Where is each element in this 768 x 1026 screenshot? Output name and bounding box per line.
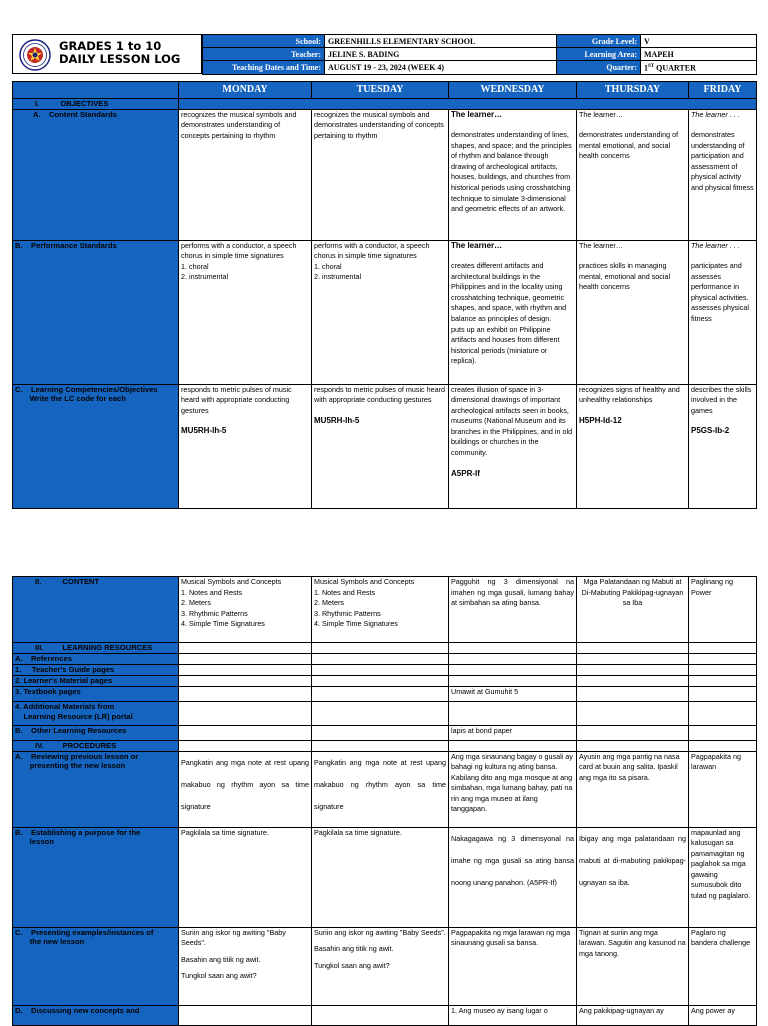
performance-standards-row (13, 240, 757, 384)
purpose-row (13, 827, 757, 927)
references-row (13, 654, 757, 665)
procedures-heading (13, 741, 179, 752)
competencies-label (13, 384, 179, 508)
resources-mon (179, 643, 312, 654)
purpose-fri: mapaunlad ang kalusugan sa pamamagitan ng paglahok sa mga gawaing sumusubok dito tulad ng paglalaro. (689, 827, 757, 927)
resources-tue (312, 643, 449, 654)
content-row (13, 577, 757, 643)
procedures-fri (689, 741, 757, 752)
purpose-thu: Ibigay ang mga palatandaan ng mabuti at di-mabuting pakikipag-ugnayan sa iba. (577, 827, 689, 927)
quarter-suffix: ST (648, 64, 655, 69)
performance-standards-fri-lead: The learner . . . (691, 240, 740, 250)
textbook-mon (179, 687, 312, 702)
learners-material-row (13, 676, 757, 687)
other-resources-thu (577, 726, 689, 741)
objectives-table (12, 81, 757, 509)
content-tue-text: Musical Symbols and Concepts 1. Notes and Rests 2. Meters 3. Rhythmic Patterns 4. Simple Time Signatures (314, 577, 415, 629)
textbook-wed: Umawit at Gumuhit 5 (449, 687, 577, 702)
review-fri: Pagpapakita ng larawan (689, 751, 757, 827)
competencies-row (13, 384, 757, 508)
objectives-heading-row (13, 99, 757, 110)
other-resources-mon (179, 726, 312, 741)
performance-standards-thu (577, 240, 689, 384)
competencies-mon-code: MU5RH-Ih-5 (181, 426, 227, 436)
performance-standards-mon (179, 240, 312, 384)
grade-label: Grade Level: (557, 35, 641, 48)
references-mon (179, 654, 312, 665)
references-thu (577, 654, 689, 665)
performance-standards-thu-text: practices skills in managing mental, emotional and social health concerns (579, 261, 671, 292)
content-standards-row (13, 109, 757, 240)
title-line-2: DAILY LESSON LOG (59, 52, 181, 66)
dates-value: AUGUST 19 - 23, 2024 (WEEK 4) (325, 61, 557, 75)
purpose-tue: Pagkilala sa time signature. (312, 827, 449, 927)
discussing-thu: Ang pakikipag-ugnayan ay (577, 1005, 689, 1025)
other-resources-tue (312, 726, 449, 741)
day-monday: MONDAY (179, 82, 312, 99)
performance-standards-wed-text: creates different artifacts and architectural buildings in the Philippines and in the locality using crosshatching technique, geometric shapes, and space, with rhythm and balance as principles of design. puts up an exhibit on Philippine artifacts and houses from different historical periods (miniature or replica). (451, 261, 567, 366)
procedures-heading-row (13, 741, 757, 752)
additional-materials-row (13, 702, 757, 726)
learners-material-tue (312, 676, 449, 687)
content-mon (179, 577, 312, 643)
learners-material-thu (577, 676, 689, 687)
purpose-wed-code: (A5PR-If) (526, 877, 557, 887)
competencies-tue-code: MU5RH-Ih-5 (314, 415, 360, 425)
quarter-value (641, 61, 757, 75)
objectives-heading-text: I. OBJECTIVES (35, 99, 109, 108)
learners-material-wed (449, 676, 577, 687)
competencies-thu (577, 384, 689, 508)
objectives-heading (13, 99, 179, 110)
content-thu: Mga Palatandaan ng Mabuti at Di-Mabuting Pakikipag-ugnayan sa Iba (577, 577, 689, 643)
additional-materials-wed (449, 702, 577, 726)
teachers-guide-tue (312, 665, 449, 676)
examples-mon (179, 927, 312, 1005)
resources-heading-row (13, 643, 757, 654)
day-wednesday: WEDNESDAY (449, 82, 577, 99)
discussing-label (13, 1005, 179, 1025)
review-thu: Ayusin ang mga pantig na nasa card at buuin ang salita. Ipaskil ang mga ito sa pisara. (577, 751, 689, 827)
school-label: School: (203, 35, 325, 48)
day-thursday: THURSDAY (577, 82, 689, 99)
other-resources-label-text: B. Other Learning Resources (15, 726, 127, 735)
content-standards-wed-text: demonstrates understanding of lines, shapes, and space; and the principles of rhythm and balance through drawing of archeological artifacts, houses, buildings, and churches from historical periods using crosshatching technique to simulate 3-dimensional and geometric effects of an artwork. (451, 130, 572, 214)
references-fri (689, 654, 757, 665)
textbook-tue (312, 687, 449, 702)
competencies-tue (312, 384, 449, 508)
other-resources-wed: lapis at bond paper (449, 726, 577, 741)
teachers-guide-mon (179, 665, 312, 676)
quarter-label: Quarter: (557, 61, 641, 75)
area-label: Learning Area: (557, 48, 641, 61)
references-label-text: A. References (15, 654, 72, 663)
textbook-fri (689, 687, 757, 702)
examples-tue-2: Basahin ang titik ng awit. (314, 944, 394, 954)
performance-standards-wed (449, 240, 577, 384)
content-label-text: II. CONTENT (35, 577, 100, 586)
teachers-guide-row (13, 665, 757, 676)
examples-tue-3: Tungkol saan ang awit? (314, 960, 390, 970)
examples-label-text: C. Presenting examples/instances of the new lesson (15, 927, 154, 946)
competencies-wed-text: creates illusion of space in 3-dimensional drawings of important archeological artifacts seen in books, museums (National Museum and its branches in the Philippines, and in old buildings or churches in the community. (451, 384, 573, 458)
competencies-wed-code: A5PR-If (451, 468, 480, 478)
competencies-tue-text: responds to metric pulses of music heard with appropriate conducting gestures (314, 384, 446, 405)
other-resources-row (13, 726, 757, 741)
day-tuesday: TUESDAY (312, 82, 449, 99)
examples-fri: Paglaro ng bandera challenge (689, 927, 757, 1005)
learners-material-mon (179, 676, 312, 687)
resources-heading (13, 643, 179, 654)
competencies-fri (689, 384, 757, 508)
discussing-row (13, 1005, 757, 1025)
procedures-tue (312, 741, 449, 752)
area-value: MAPEH (641, 48, 757, 61)
teachers-guide-label (13, 665, 179, 676)
additional-materials-tue (312, 702, 449, 726)
examples-thu: Tignan at suriin ang mga larawan. Sagutin ang kasunod na mga tanong. (577, 927, 689, 1005)
procedures-mon (179, 741, 312, 752)
content-standards-thu-text: demonstrates understanding of mental emotional, and social health concerns (579, 130, 679, 161)
teachers-guide-label-text: 1. Teacher's Guide pages (15, 665, 115, 674)
additional-materials-fri (689, 702, 757, 726)
content-wed: Pagguhit ng 3 dimensiyonal na imahen ng mga gusali, lumang bahay at simbahan sa ating bansa. (449, 577, 577, 643)
purpose-label (13, 827, 179, 927)
discussing-wed: 1. Ang museo ay isang lugar o (449, 1005, 577, 1025)
examples-tue (312, 927, 449, 1005)
competencies-fri-text: describes the skills involved in the games (691, 384, 752, 415)
competencies-thu-text: recognizes signs of healthy and unhealthy relationships (579, 384, 680, 405)
examples-mon-1: Suriin ang iskor ng awiting "Baby Seeds". (181, 927, 286, 948)
performance-standards-thu-lead: The learner… (579, 240, 623, 250)
textbook-label (13, 687, 179, 702)
textbook-label-text: 3. Textbook pages (15, 687, 81, 696)
additional-materials-thu (577, 702, 689, 726)
performance-standards-tue-text: performs with a conductor, a speech chorus in simple time signatures 1. choral 2. instrumental (314, 240, 430, 282)
content-standards-fri-lead: The learner . . . (691, 109, 740, 119)
info-table (202, 34, 757, 75)
title-line-1: GRADES 1 to 10 (59, 39, 162, 53)
performance-standards-label (13, 240, 179, 384)
examples-tue-1: Suriin ang iskor ng awiting "Baby Seeds". (314, 927, 446, 937)
learners-material-label (13, 676, 179, 687)
review-label-text: A. Reviewing previous lesson or presenting the new lesson (15, 751, 139, 770)
examples-label (13, 927, 179, 1005)
purpose-label-text: B. Establishing a purpose for the lesson (15, 827, 141, 846)
discussing-tue (312, 1005, 449, 1025)
corner-cell (13, 82, 179, 99)
content-standards-wed-lead: The learner… (451, 109, 503, 119)
performance-standards-label-text: B. Performance Standards (15, 240, 117, 250)
procedures-table (12, 576, 757, 1026)
teacher-value: JELINE S. BADING (325, 48, 557, 61)
competencies-label-text: C. Learning Competencies/Objectives Write the LC code for each (15, 384, 158, 403)
content-standards-tue: recognizes the musical symbols and demonstrates understanding of concepts pertaining to rhythm (312, 109, 449, 240)
content-standards-mon: recognizes the musical symbols and demonstrates understanding of concepts pertaining to rhythm (179, 109, 312, 240)
teachers-guide-wed (449, 665, 577, 676)
resources-fri (689, 643, 757, 654)
deped-seal-icon (19, 39, 51, 71)
content-standards-fri-text: demonstrates understanding of participation and assessment of physical activity and physical fitness (691, 130, 754, 193)
competencies-mon-text: responds to metric pulses of music heard with appropriate conducting gestures (181, 384, 292, 415)
competencies-fri-code: P5GS-Ib-2 (691, 426, 730, 436)
day-header-row (13, 82, 757, 99)
review-mon: Pangkatin ang mga note at rest upang makabuo ng rhythm ayon sa time signature (179, 751, 312, 827)
title-block (12, 34, 202, 74)
textbook-row (13, 687, 757, 702)
competencies-thu-code: H5PH-Id-12 (579, 415, 622, 425)
review-label (13, 751, 179, 827)
performance-standards-mon-text: performs with a conductor, a speech chorus in simple time signatures 1. choral 2. instrumental (181, 240, 297, 282)
textbook-thu (577, 687, 689, 702)
content-tue (312, 577, 449, 643)
discussing-label-text: D. Discussing new concepts and (15, 1005, 140, 1015)
other-resources-fri (689, 726, 757, 741)
learners-material-label-text: 2. Learner's Material pages (15, 676, 113, 685)
content-standards-fri (689, 109, 757, 240)
document-title (59, 40, 180, 66)
references-tue (312, 654, 449, 665)
lesson-log-header (12, 34, 756, 74)
additional-materials-label-text: 4. Additional Materials from Learning Resource (LR) portal (15, 702, 133, 721)
competencies-wed (449, 384, 577, 508)
examples-mon-2: Basahin ang titik ng awit. (181, 954, 261, 964)
grade-value: V (641, 35, 757, 48)
examples-row (13, 927, 757, 1005)
teacher-label: Teacher: (203, 48, 325, 61)
objectives-heading-fill (179, 99, 757, 110)
purpose-wed (449, 827, 577, 927)
discussing-mon (179, 1005, 312, 1025)
procedures-wed (449, 741, 577, 752)
review-row (13, 751, 757, 827)
dates-label: Teaching Dates and Time: (203, 61, 325, 75)
competencies-mon (179, 384, 312, 508)
procedures-heading-text: IV. PROCEDURES (35, 741, 117, 750)
procedures-thu (577, 741, 689, 752)
content-label (13, 577, 179, 643)
purpose-wed-text: Nakagagawa ng 3 dimensyonal na imahe ng mga gusali sa ating bansa noong unang panahon. (451, 833, 574, 887)
content-standards-label-text: A. Content Standards (33, 109, 117, 119)
additional-materials-mon (179, 702, 312, 726)
quarter-number: 1 (644, 63, 648, 73)
resources-thu (577, 643, 689, 654)
performance-standards-fri-text: participates and assesses performance in physical activities. assesses physical fitness (691, 261, 749, 324)
school-value: GREENHILLS ELEMENTARY SCHOOL (325, 35, 557, 48)
content-standards-thu (577, 109, 689, 240)
learners-material-fri (689, 676, 757, 687)
teachers-guide-fri (689, 665, 757, 676)
discussing-fri: Ang power ay (689, 1005, 757, 1025)
quarter-word: QUARTER (654, 63, 696, 73)
review-tue: Pangkatin ang mga note at rest upang makabuo ng rhythm ayon sa time signature (312, 751, 449, 827)
resources-wed (449, 643, 577, 654)
teachers-guide-thu (577, 665, 689, 676)
purpose-mon: Pagkilala sa time signature. (179, 827, 312, 927)
content-standards-thu-lead: The learner… (579, 109, 623, 119)
day-friday: FRIDAY (689, 82, 757, 99)
content-fri: Paglinang ng Power (689, 577, 757, 643)
performance-standards-wed-lead: The learner… (451, 240, 503, 250)
references-wed (449, 654, 577, 665)
content-standards-wed (449, 109, 577, 240)
performance-standards-fri (689, 240, 757, 384)
references-label (13, 654, 179, 665)
examples-wed: Pagpapakita ng mga larawan ng mga sinaunang gusali sa bansa. (449, 927, 577, 1005)
content-mon-text: Musical Symbols and Concepts 1. Notes and Rests 2. Meters 3. Rhythmic Patterns 4. Simple Time Signatures (181, 577, 282, 629)
performance-standards-tue (312, 240, 449, 384)
examples-mon-3: Tungkol saan ang awit? (181, 971, 257, 981)
other-resources-label (13, 726, 179, 741)
review-wed: Ang mga sinaunang bagay o gusali ay bahagi ng kultura ng ating bansa. Kabilang dito ang mga mosque at ang simbahan, mga lumang bahay, pati na rin ang mga museo at ilang tanggapan. (449, 751, 577, 827)
content-standards-label (13, 109, 179, 240)
resources-heading-text: III. LEARNING RESOURCES (35, 643, 153, 652)
additional-materials-label (13, 702, 179, 726)
